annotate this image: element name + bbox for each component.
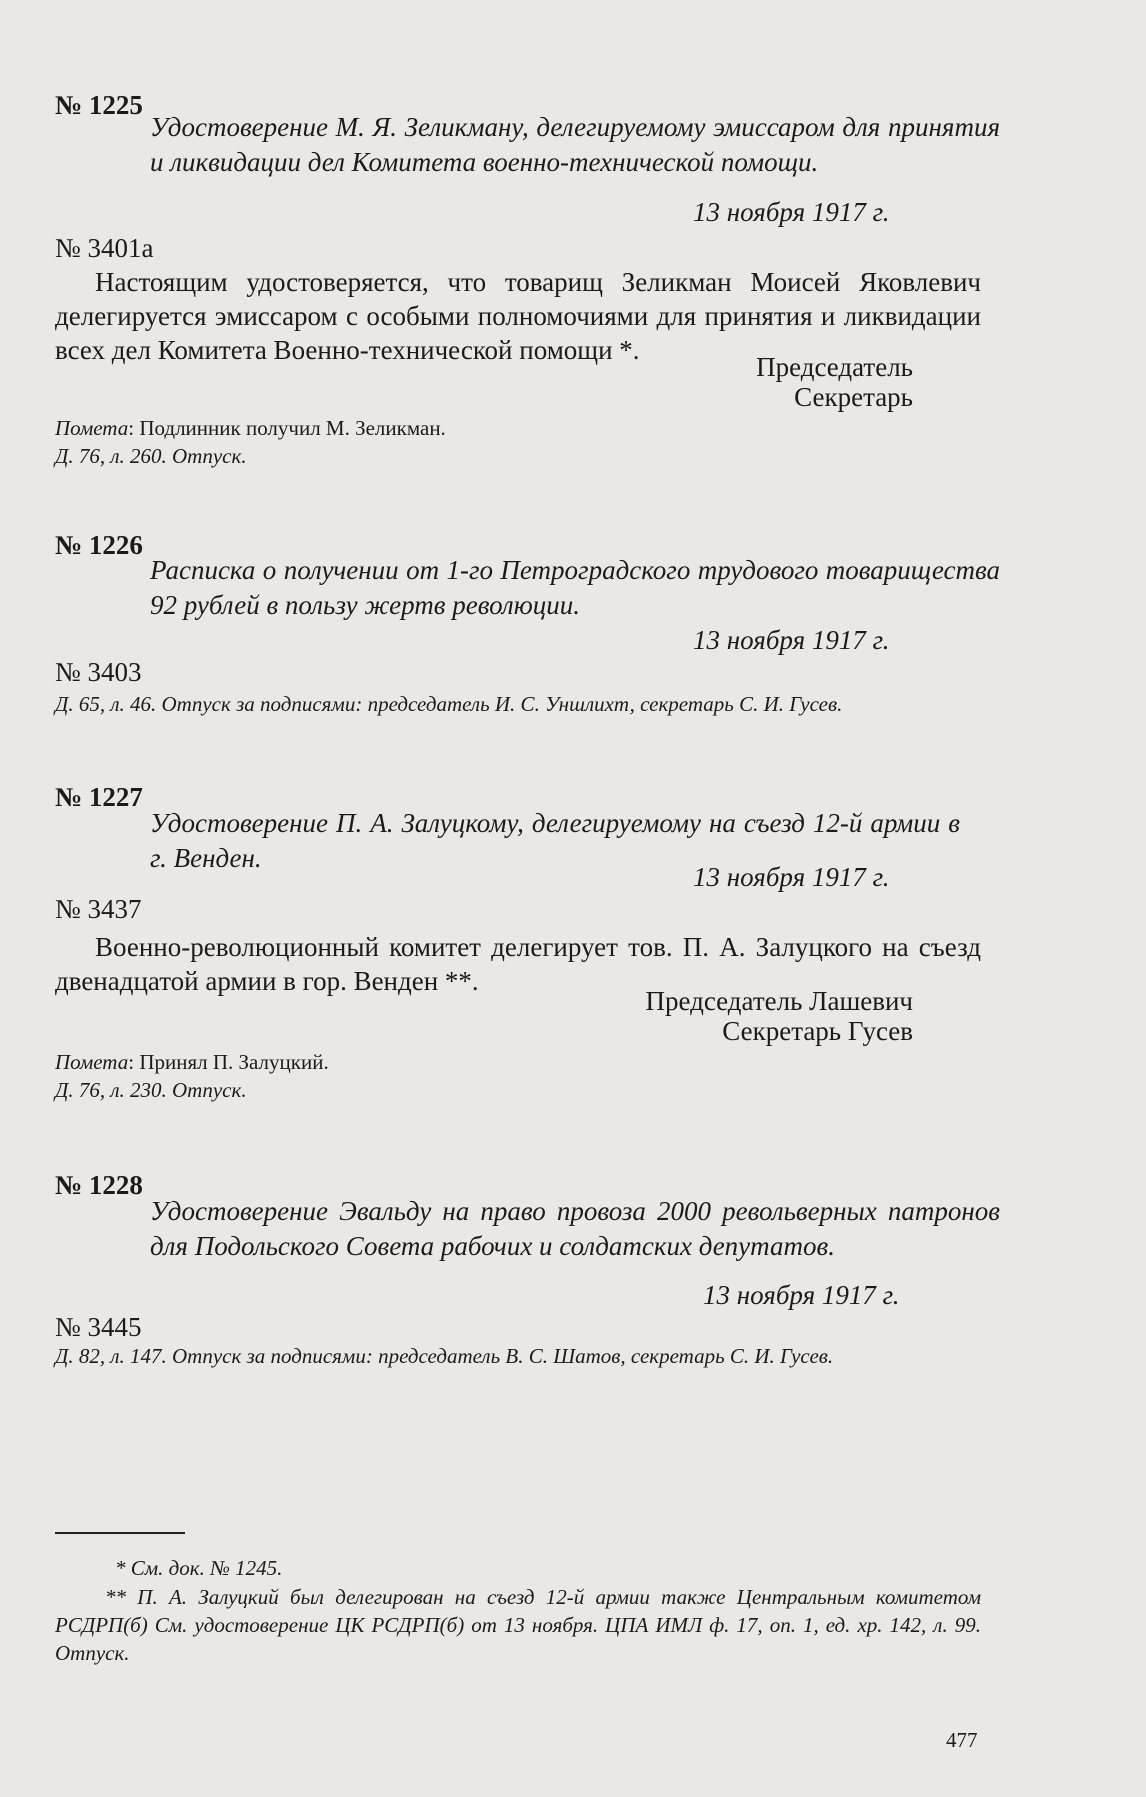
doc-date: 13 ноября 1917 г.: [693, 862, 890, 892]
doc-number: № 1228: [55, 1170, 143, 1200]
doc-title: Удостоверение Эвальду на право провоза 2000 револьверных патронов для Подольского Совета рабочих и солдатских депутатов.: [150, 1196, 1000, 1261]
annotation-label: Помета: [55, 416, 129, 440]
archive-reference: Д. 76, л. 230. Отпуск.: [55, 1078, 247, 1102]
doc-number: № 1227: [55, 782, 143, 812]
page-number: 477: [946, 1728, 978, 1752]
doc-date: 13 ноября 1917 г.: [703, 1280, 900, 1310]
archive-reference: Д. 82, л. 147. Отпуск за подписями: председатель В. С. Шатов, секретарь С. И. Гусев.: [55, 1344, 834, 1368]
signature-secretary: Секретарь: [794, 382, 913, 412]
signature-secretary: Секретарь Гусев: [722, 1016, 913, 1046]
footnote: * См. док. № 1245.: [115, 1556, 283, 1580]
signature-chairman: Председатель Лашевич: [645, 986, 913, 1016]
signature-chairman: Председатель: [756, 352, 913, 382]
doc-date: 13 ноября 1917 г.: [693, 197, 890, 227]
doc-title: Удостоверение П. А. Залуцкому, делегируемому на съезд 12-й армии в г. Венден.: [150, 808, 960, 873]
archive-reference: Д. 65, л. 46. Отпуск за подписями: председатель И. С. Уншлихт, секретарь С. И. Гусев.: [55, 692, 843, 716]
doc-body: Военно-революционный комитет делегирует тов. П. А. Залуцкого на съезд двенадцатой армии в гор. Венден **.: [55, 932, 981, 996]
annotation-text: : Подлинник получил М. Зеликман.: [128, 416, 446, 440]
register-number: № 3401а: [55, 233, 154, 263]
register-number: № 3437: [55, 894, 142, 924]
archive-reference: Д. 76, л. 260. Отпуск.: [55, 444, 247, 468]
annotation: [55, 416, 446, 441]
doc-body: Настоящим удостоверяется, что товарищ Зеликман Моисей Яковлевич делегируется эмиссаром с особыми полномочиями для принятия и ликвидации всех дел Комитета Военно-технической помощи *.: [55, 267, 981, 365]
register-number: № 3445: [55, 1312, 142, 1342]
doc-date: 13 ноября 1917 г.: [693, 625, 890, 655]
doc-title: Удостоверение М. Я. Зеликману, делегируемому эмиссаром для принятия и ликвидации дел Комитета военно-технической помощи.: [150, 112, 1000, 177]
annotation-text: : Принял П. Залуцкий.: [128, 1050, 329, 1074]
doc-title: Расписка о получении от 1-го Петроградского трудового товарищества 92 рублей в пользу жертв революции.: [150, 555, 1000, 620]
footnote-divider: [55, 1532, 185, 1534]
register-number: № 3403: [55, 657, 142, 687]
annotation-label: Помета: [55, 1050, 129, 1074]
footnote: ** П. А. Залуцкий был делегирован на съезд 12-й армии также Центральным комитетом РСДРП(б) См. удостоверение ЦК РСДРП(б) от 13 ноября. ЦПА ИМЛ ф. 17, оп. 1, ед. хр. 142, л. 99. Отпуск.: [55, 1585, 981, 1665]
doc-number: № 1226: [55, 530, 143, 560]
annotation: [55, 1050, 329, 1075]
doc-number: № 1225: [55, 90, 143, 120]
